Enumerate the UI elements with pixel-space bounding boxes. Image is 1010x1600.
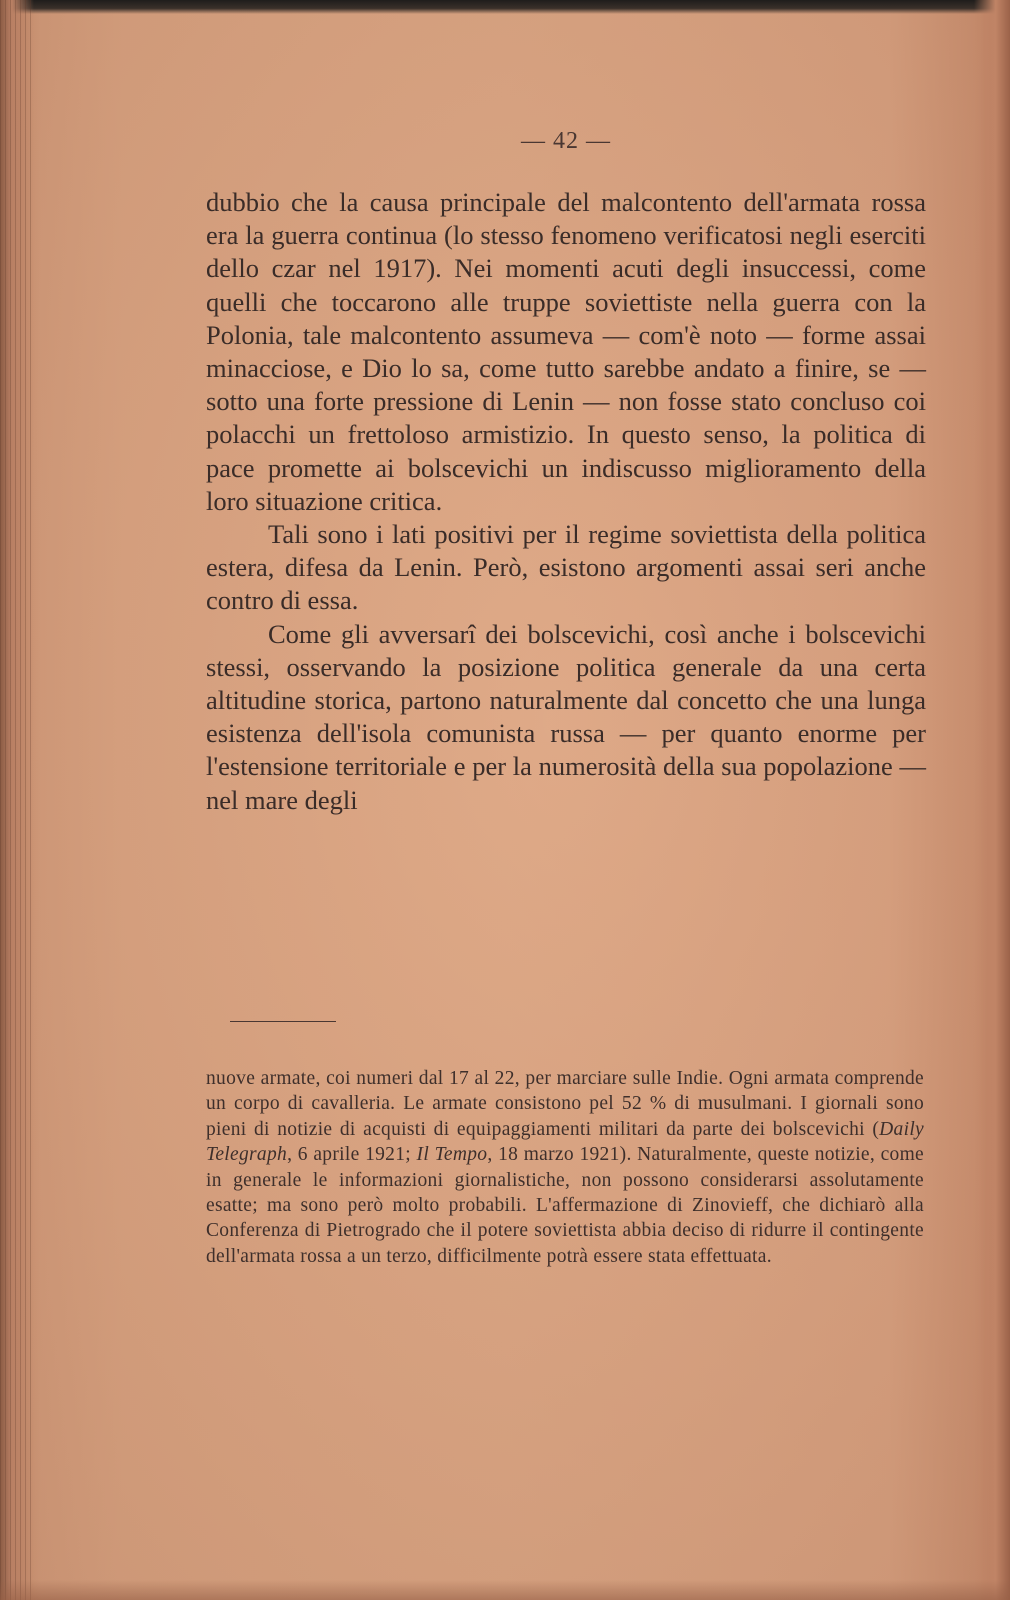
footnote-paragraph <box>206 1066 924 1269</box>
top-page-edge <box>0 0 1010 14</box>
footnote-source-italic: Il Tempo <box>416 1144 488 1166</box>
footnote-text: , 18 marzo 1921). Naturalmente, queste notizie, come in generale le informazioni giornalistiche, non possono considerarsi assolutamente esatte; ma sono però molto probabili. L'affermazione di Zinovieff, che dichiarò alla Conferenza di Pietrogrado che il potere soviettista abbia deciso di ridurre il contingente dell'armata rossa a un terzo, difficilmente potrà essere stata effettuata. <box>206 1144 924 1267</box>
left-page-edge <box>0 0 34 1600</box>
bottom-page-edge <box>0 1580 1010 1600</box>
main-text <box>206 186 926 817</box>
paragraph-continued: dubbio che la causa principale del malcontento dell'armata rossa era la guerra continua (lo stesso fenomeno verificatosi negli eserciti dello czar nel 1917). Nei momenti acuti degli insuccessi, come quelli che toccarono alle truppe soviettiste nella guerra con la Polonia, tale malcontento assumeva — com'è noto — forme assai minacciose, e Dio lo sa, come tutto sarebbe andato a finire, se — sotto una forte pressione di Lenin — non fosse stato concluso coi polacchi un frettoloso armistizio. In questo senso, la politica di pace promette ai bolscevichi un indiscusso miglioramento della loro situazione critica. <box>206 187 926 516</box>
footnote-source-italic: Daily Telegraph <box>206 1118 924 1166</box>
footnote-text: nuove armate, coi numeri dal 17 al 22, per marciare sulle Indie. Ogni armata comprende un corpo di cavalleria. Le armate consistono pel 52 % di musulmani. I giornali sono pieni di notizie di acquisti di equipaggiamenti militari da parte dei bolscevichi ( <box>206 1068 924 1140</box>
footnote-text: , 6 aprile 1921; <box>287 1144 417 1166</box>
footnote-separator <box>230 1021 336 1022</box>
footnote <box>206 1066 924 1269</box>
right-page-edge <box>974 0 1010 1600</box>
page-number: — 42 — <box>521 128 611 154</box>
paragraph: Come gli avversarî dei bolscevichi, così anche i bolscevichi stessi, osservando la posizione politica generale da una certa altitudine storica, partono naturalmente dal concetto che una lunga esistenza dell'isola comunista russa — per quanto enorme per l'estensione territoriale e per la numerosità della sua popolazione — nel mare degli <box>206 618 926 815</box>
paragraph: Tali sono i lati positivi per il regime soviettista della politica estera, difesa da Lenin. Però, esistono argomenti assai seri anche contro di essa. <box>206 519 926 616</box>
